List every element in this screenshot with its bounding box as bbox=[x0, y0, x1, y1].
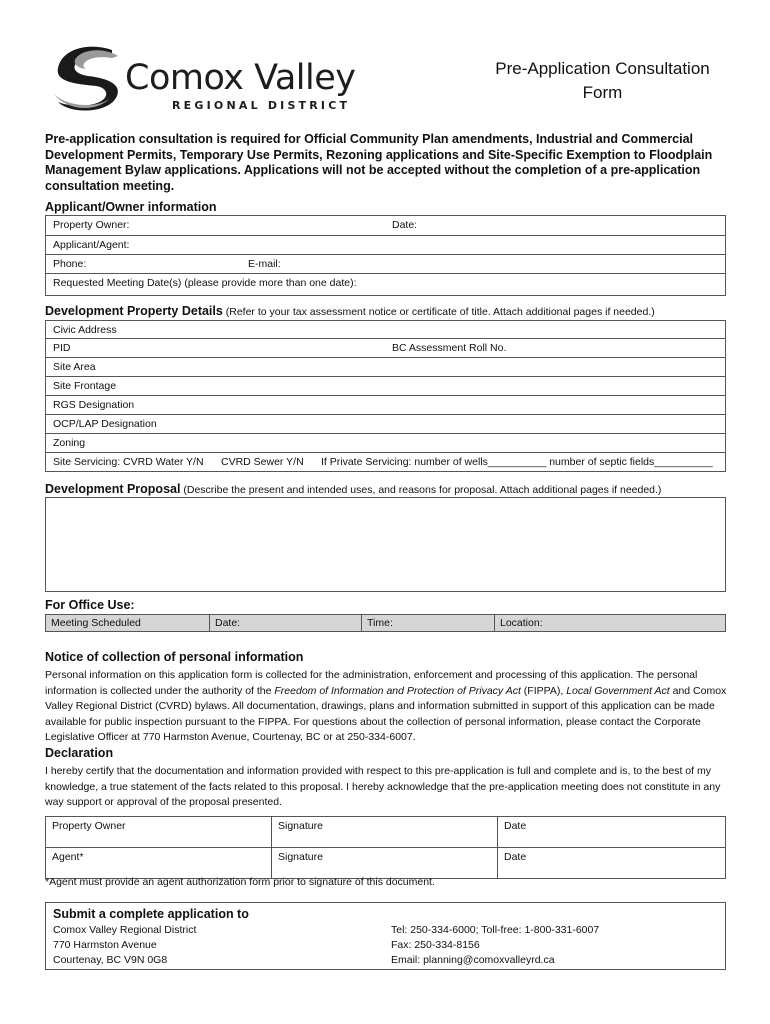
form-title-line2: Form bbox=[582, 83, 623, 102]
signature-table bbox=[45, 816, 726, 879]
logo-name: Comox Valley bbox=[125, 58, 356, 98]
form-title bbox=[470, 57, 735, 105]
meeting-dates-row[interactable] bbox=[45, 274, 726, 296]
office-use-bar bbox=[45, 614, 726, 632]
servicing-wells-label: If Private Servicing: number of wells__________ number of septic fields__________ bbox=[321, 456, 713, 468]
owner-signature-row bbox=[46, 817, 726, 848]
office-meeting: Meeting Scheduled bbox=[46, 615, 210, 631]
proposal-heading-title: Development Proposal bbox=[45, 482, 181, 496]
ocp-label: OCP/LAP Designation bbox=[53, 418, 157, 430]
zoning-label: Zoning bbox=[53, 437, 86, 449]
servicing-sewer-label: CVRD Sewer Y/N bbox=[221, 456, 304, 468]
agent-signature-row bbox=[46, 848, 726, 879]
declaration-text: I hereby certify that the documentation and information provided with respect to this pre-application is full and complete and is, to the best of my knowledge, a true statement of the facts related to this proposal. I hereby acknowledge that the pre-application meeting does not constitute in any way support or approval of the proposal presented. bbox=[45, 765, 721, 808]
proposal-textarea[interactable] bbox=[45, 497, 726, 592]
submit-org: Comox Valley Regional District bbox=[53, 924, 197, 936]
property-heading-title: Development Property Details bbox=[45, 304, 223, 318]
submit-street: 770 Harmston Avenue bbox=[53, 939, 157, 951]
notice-heading: Notice of collection of personal information bbox=[45, 650, 304, 664]
intro-text: Pre-application consultation is required for Official Community Plan amendments, Industrial and Commercial Development Permits, Temporary Use Permits, Rezoning applications and Site-Specific Exemption to Floodplain Management Bylaw applications. Applications will not be accepted without the completion of a pre-application consultation meeting. bbox=[45, 132, 713, 193]
site-frontage-row[interactable] bbox=[45, 377, 726, 396]
submit-email[interactable]: Email: planning@comoxvalleyrd.ca bbox=[391, 954, 555, 966]
logo-subtitle: REGIONAL DISTRICT bbox=[172, 99, 351, 112]
lga-act: Local Government Act bbox=[566, 684, 670, 697]
site-area-row[interactable] bbox=[45, 358, 726, 377]
owner-signature-cell[interactable]: Signature bbox=[272, 817, 498, 848]
submit-city: Courtenay, BC V9N 0G8 bbox=[53, 954, 168, 966]
form-title-line1: Pre-Application Consultation bbox=[495, 59, 710, 78]
zoning-row[interactable] bbox=[45, 434, 726, 453]
owner-name-cell[interactable]: Property Owner bbox=[46, 817, 272, 848]
ocp-row[interactable] bbox=[45, 415, 726, 434]
notice-text: Personal information on this application form is collected for the administration, enforcement and processing of this application. The personal information is collected under the authority of the Freedom of Information and Protection of Privacy Act (FIPPA), Local Government Act and Comox Valley Regional District (CVRD) bylaws. All documentation, drawings, plans and information submitted in support of this application can be made available for public inspection pursuant to the FIPPA. For questions about the collection of personal information, please contact the Corporate Legislative Officer at 770 Harmston Avenue, Courtenay, BC or at 250-334-6007. bbox=[45, 669, 727, 743]
email-label: E-mail: bbox=[248, 258, 281, 270]
civic-address-row[interactable] bbox=[45, 320, 726, 339]
submit-tel: Tel: 250-334-6000; Toll-free: 1-800-331-6007 bbox=[391, 924, 600, 936]
servicing-water-label: Site Servicing: CVRD Water Y/N bbox=[53, 456, 204, 468]
phone-label: Phone: bbox=[53, 258, 87, 270]
office-heading: For Office Use: bbox=[45, 598, 135, 612]
site-frontage-label: Site Frontage bbox=[53, 380, 117, 392]
applicant-agent-row[interactable] bbox=[45, 236, 726, 255]
agent-footnote: *Agent must provide an agent authorization form prior to signature of this document. bbox=[45, 876, 435, 888]
fippa-act: Freedom of Information and Protection of Privacy Act bbox=[274, 684, 521, 697]
property-heading-note: (Refer to your tax assessment notice or certificate of title. Attach additional pages if needed.) bbox=[222, 306, 655, 318]
submit-box bbox=[45, 902, 726, 970]
site-area-label: Site Area bbox=[53, 361, 96, 373]
rgs-row[interactable] bbox=[45, 396, 726, 415]
proposal-heading bbox=[45, 482, 661, 496]
agent-name-cell[interactable]: Agent* bbox=[46, 848, 272, 879]
submit-fax: Fax: 250-334-8156 bbox=[391, 939, 480, 951]
proposal-heading-note: (Describe the present and intended uses, and reasons for proposal. Attach additional pages if needed.) bbox=[180, 484, 662, 496]
rgs-label: RGS Designation bbox=[53, 399, 135, 411]
property-heading bbox=[45, 304, 655, 318]
property-owner-label: Property Owner: bbox=[53, 219, 130, 231]
owner-date-cell[interactable]: Date bbox=[498, 817, 726, 848]
servicing-row[interactable] bbox=[45, 453, 726, 472]
date-label: Date: bbox=[392, 219, 418, 231]
office-date: Date: bbox=[210, 615, 362, 631]
submit-heading: Submit a complete application to bbox=[53, 907, 249, 921]
meeting-dates-label: Requested Meeting Date(s) (please provide more than one date): bbox=[53, 277, 357, 289]
pid-row[interactable] bbox=[45, 339, 726, 358]
bc-roll-label: BC Assessment Roll No. bbox=[392, 342, 507, 354]
property-owner-row[interactable] bbox=[45, 215, 726, 236]
office-time: Time: bbox=[362, 615, 495, 631]
declaration-heading: Declaration bbox=[45, 746, 114, 760]
pid-label: PID bbox=[53, 342, 71, 354]
applicant-agent-label: Applicant/Agent: bbox=[53, 239, 130, 251]
phone-email-row[interactable] bbox=[45, 255, 726, 274]
applicant-heading: Applicant/Owner information bbox=[45, 200, 217, 214]
office-location: Location: bbox=[500, 617, 543, 629]
agent-signature-cell[interactable]: Signature bbox=[272, 848, 498, 879]
civic-address-label: Civic Address bbox=[53, 324, 117, 336]
agent-date-cell[interactable]: Date bbox=[498, 848, 726, 879]
